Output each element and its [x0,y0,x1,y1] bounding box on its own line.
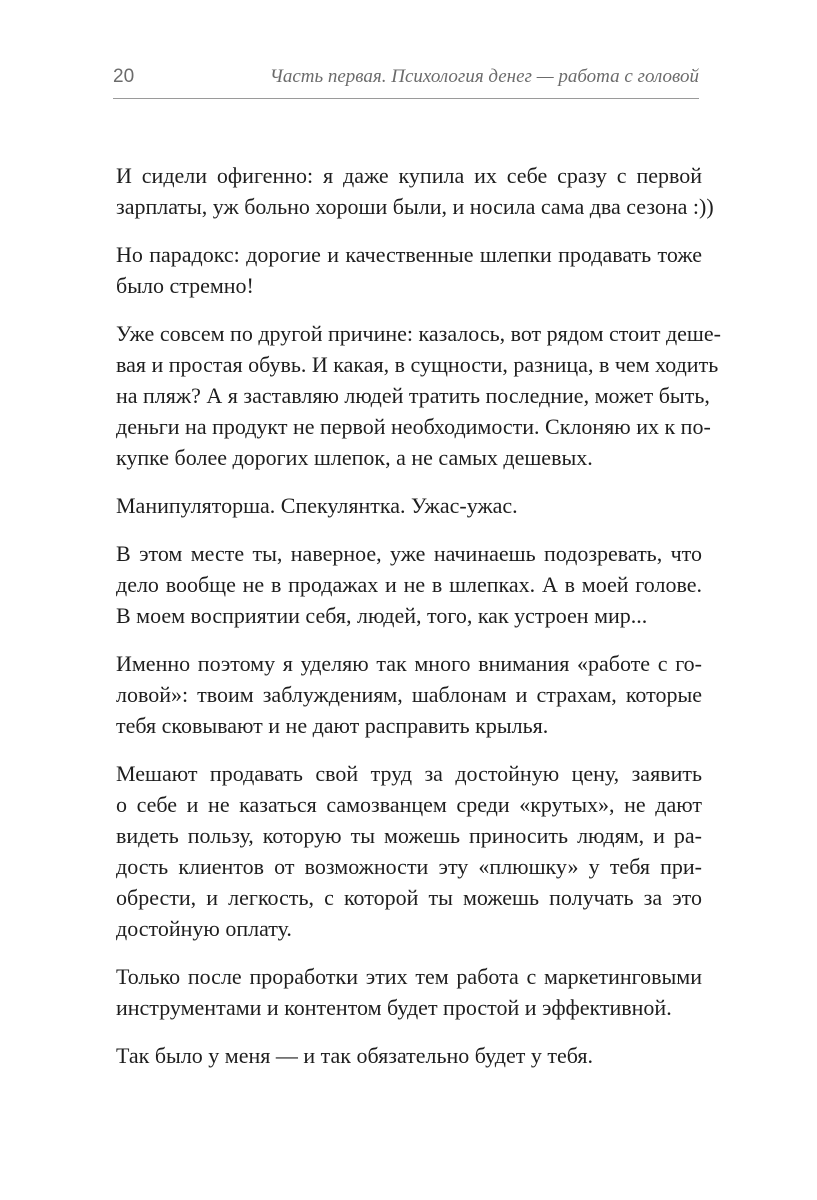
text-line: дость клиентов от возможности эту «плюшку» у тебя при- [116,854,702,879]
text-line: Мешают продавать свой труд за достойную цену, заявить [116,761,702,786]
paragraph-2 [116,239,702,301]
text-line: Манипуляторша. Спекулянтка. Ужас-ужас. [116,493,518,518]
text-line: инструментами и контентом будет простой и эффективной. [116,995,672,1020]
text-line: И сидели офигенно: я даже купила их себе сразу с первой [116,163,702,188]
text-line: Именно поэтому я уделяю так много внимания «работе с го- [116,651,702,676]
text-line: В моем восприятии себя, людей, того, как устроен мир... [116,603,648,628]
running-title: Часть первая. Психология денег — работа с головой [269,66,699,87]
text-line: на пляж? А я заставляю людей тратить последние, может быть, [116,383,710,408]
text-line: зарплаты, уж больно хороши были, и носила сама два сезона :)) [116,194,714,219]
text-line: ловой»: твоим заблуждениям, шаблонам и страхам, которые [116,682,702,707]
text-line: Так было у меня — и так обязательно будет у тебя. [116,1043,593,1068]
text-line: деньги на продукт не первой необходимости. Склоняю их к по- [116,414,711,439]
page-number: 20 [113,66,135,87]
text-line: обрести, и легкость, с которой ты можешь получать за это [116,885,702,910]
text-line: видеть пользу, которую ты можешь приносить людям, и ра- [116,823,702,848]
text-line: Только после проработки этих тем работа с маркетинговыми [116,964,702,989]
page-header [113,66,699,96]
paragraph-7 [116,758,702,944]
paragraph-3 [116,318,721,473]
paragraph-6 [116,648,702,741]
text-line: купке более дорогих шлепок, а не самых дешевых. [116,445,593,470]
text-line: было стремно! [116,273,254,298]
text-line: достойную оплату. [116,916,292,941]
text-line: Но парадокс: дорогие и качественные шлепки продавать тоже [116,242,702,267]
paragraph-4 [116,490,702,521]
paragraph-1 [116,160,714,222]
page-body [116,160,721,1088]
text-line: о себе и не казаться самозванцем среди «крутых», не дают [116,792,702,817]
paragraph-8 [116,961,702,1023]
text-line: вая и простая обувь. И какая, в сущности, разница, в чем ходить [116,352,719,377]
text-line: В этом месте ты, наверное, уже начинаешь подозревать, что [116,541,702,566]
text-line: тебя сковывают и не дают расправить крылья. [116,713,549,738]
text-line: Уже совсем по другой причине: казалось, вот рядом стоит деше- [116,321,721,346]
paragraph-9 [116,1040,702,1071]
text-line: дело вообще не в продажах и не в шлепках. А в моей голове. [116,572,702,597]
header-divider [113,98,699,99]
paragraph-5 [116,538,702,631]
